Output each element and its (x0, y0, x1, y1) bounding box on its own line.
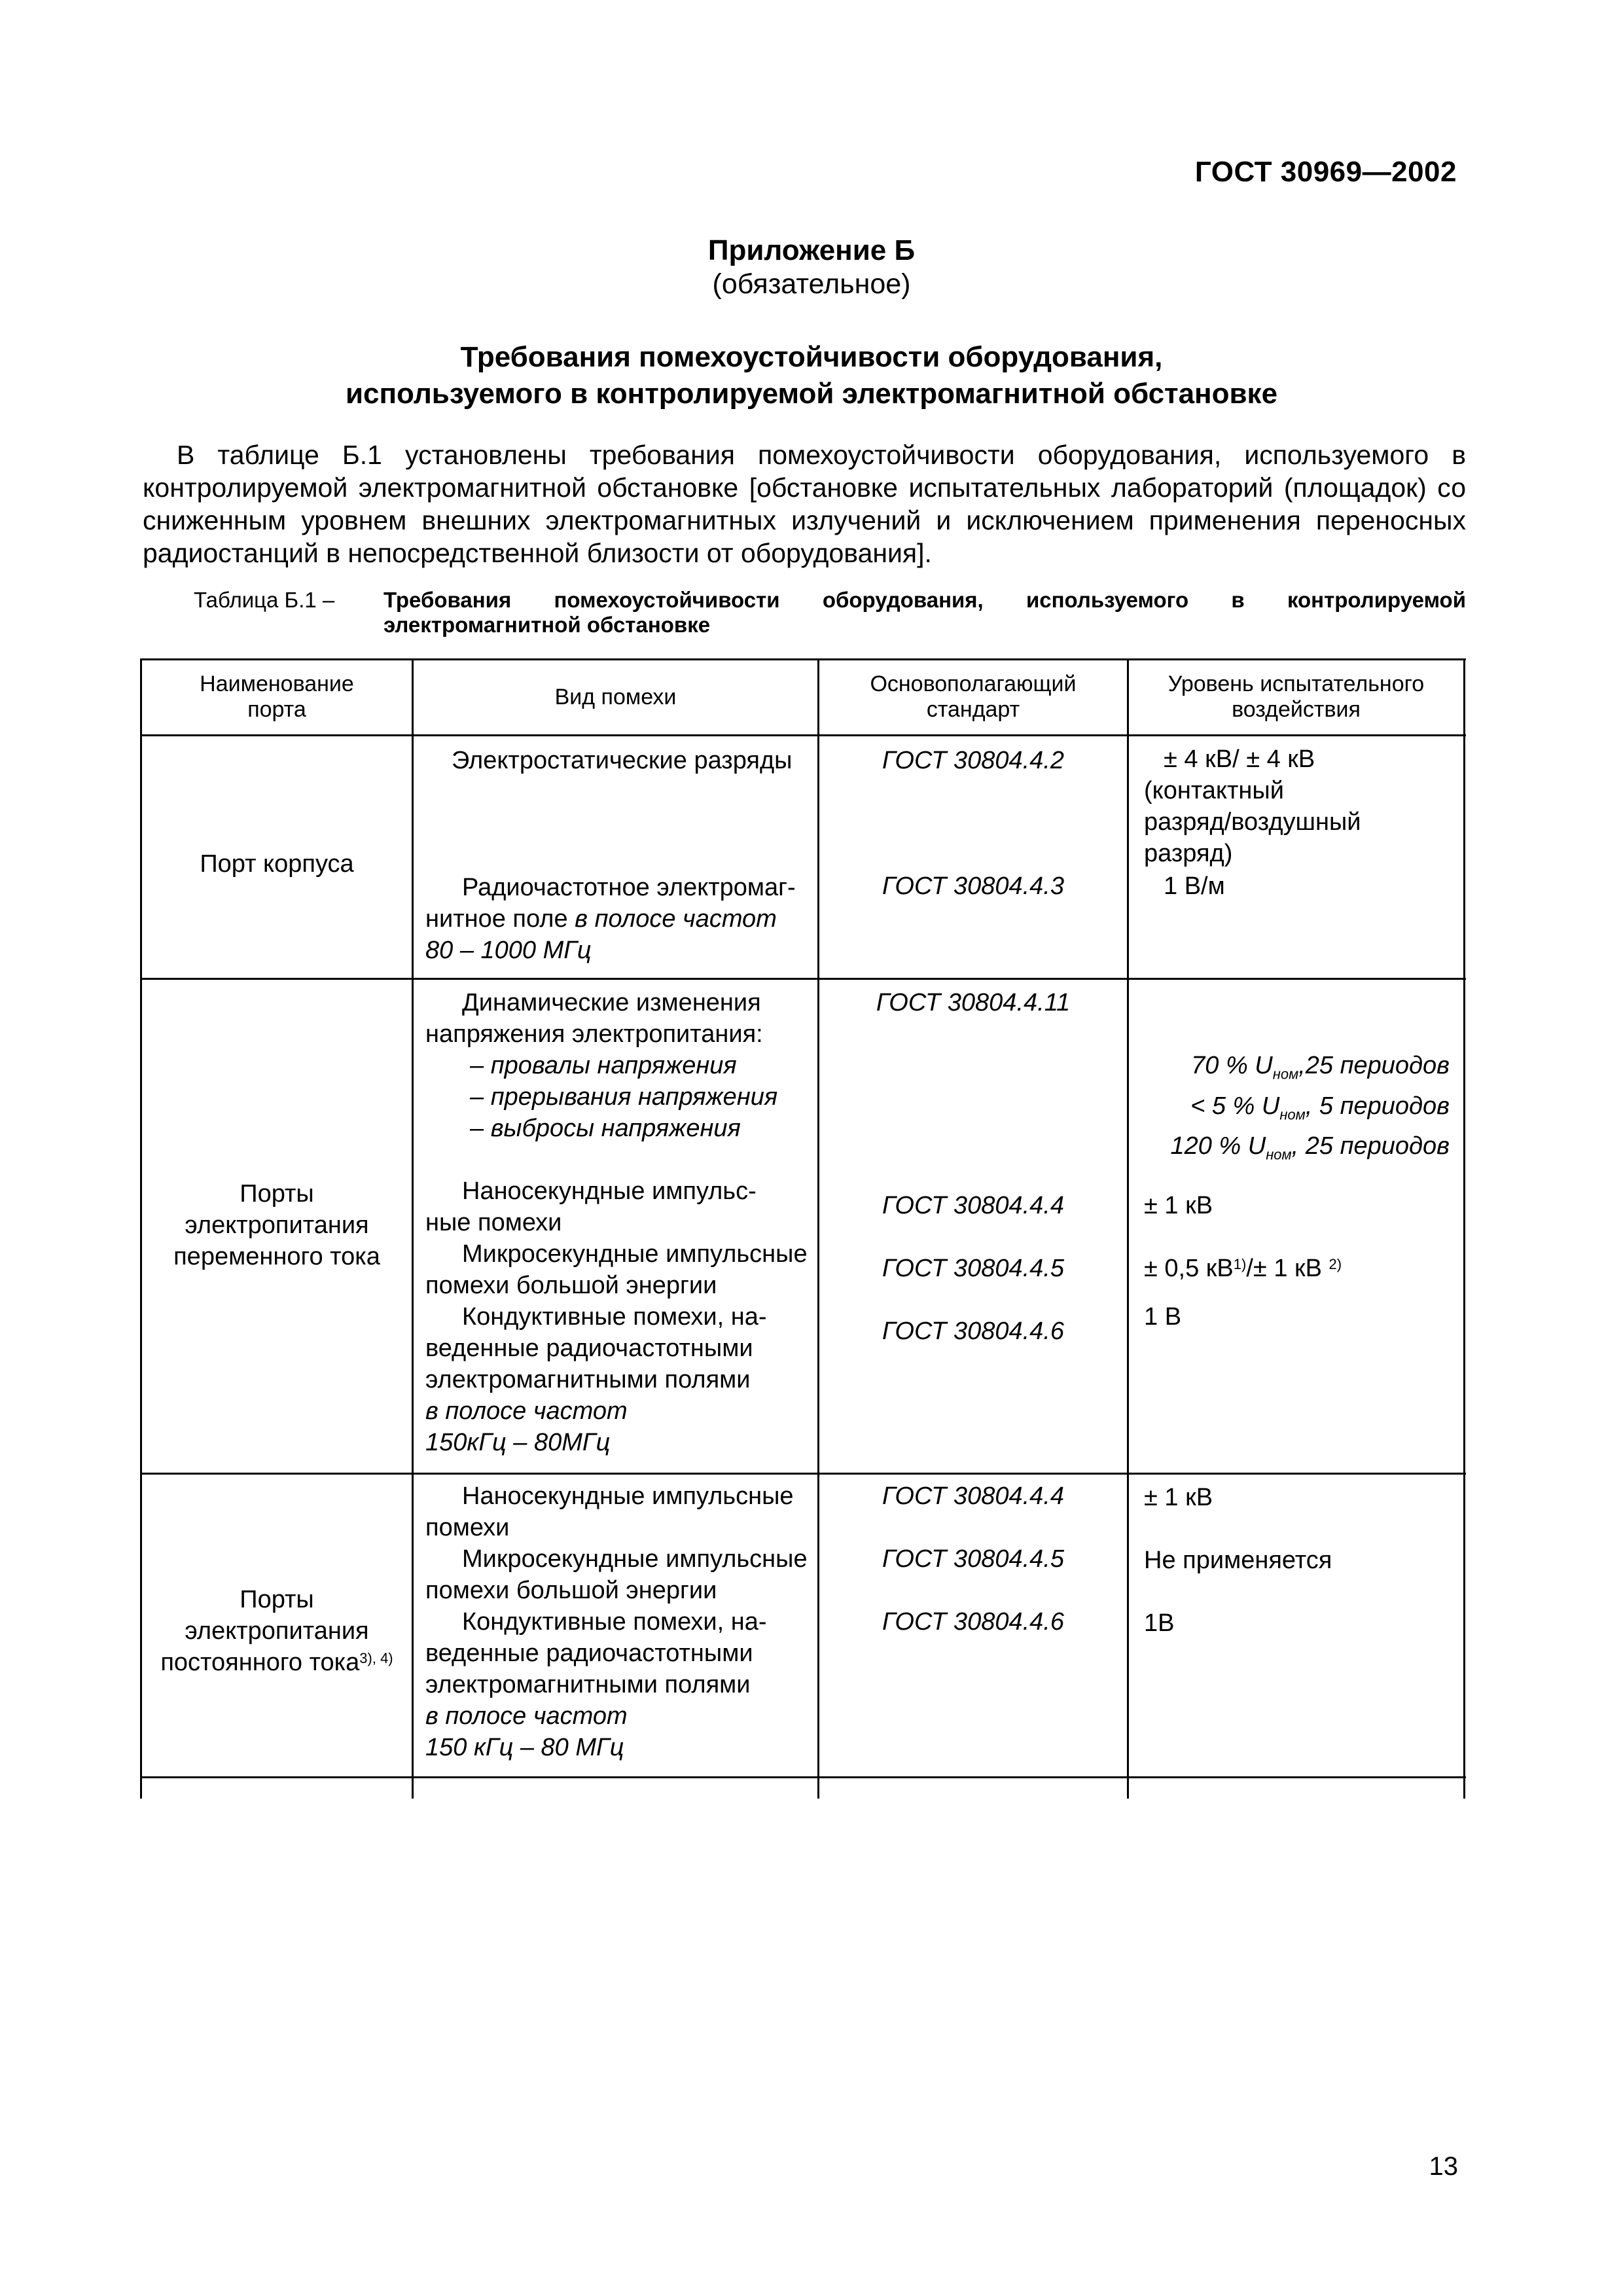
table-column-divider (1127, 658, 1129, 1799)
annex-heading-line2: используемого в контролируемой электромагнитной обстановке (345, 378, 1278, 410)
dips-level: 70 % $U_{ном},25$ периодов (1191, 1052, 1450, 1083)
dc-surge-level: Не применяется (1144, 1547, 1332, 1574)
page-number: 13 (1429, 2152, 1458, 2181)
row-enclosure-port: Порт корпуса (200, 850, 354, 878)
dynamic-voltage-levels (1129, 1050, 1450, 1171)
dc-eft-standard: ГОСТ 30804.4.4 (882, 1482, 1064, 1510)
esd-disturbance: Электростатические разряды (452, 747, 793, 774)
ac-surge-level: ± 0,5 $кВ^{1)}/\pm 1$ кВ $^{2)}$ (1144, 1255, 1342, 1282)
ac-eft-standard: ГОСТ 30804.4.4 (882, 1192, 1064, 1219)
annex-heading (0, 339, 1623, 412)
ac-eft-disturbance: Наносекундные импульс- ные помехи (425, 1177, 757, 1236)
header-port: Наименование порта (200, 672, 354, 722)
interruptions-level: < 5 % $U_{ном}$, 5 периодов (1190, 1092, 1450, 1123)
annex-title: Приложение Б (707, 234, 916, 266)
ac-eft-level: ± 1 кВ (1144, 1192, 1213, 1219)
esd-level: ± 4 кВ/ ± 4 кВ (контактный разряд/воздушный разряд) (1144, 745, 1361, 867)
table-border-top (140, 658, 1466, 660)
annex-heading-line1: Требования помехоустойчивости оборудования, (460, 341, 1163, 373)
dc-conducted-level: 1В (1144, 1609, 1175, 1637)
dynamic-voltage-standard: ГОСТ 30804.4.11 (876, 989, 1071, 1016)
ac-conducted-disturbance: Кондуктивные помехи, на- веденные радиочастотными электромагнитными полями в полосе частот 150кГц – 80МГц (425, 1303, 767, 1456)
esd-standard: ГОСТ 30804.4.2 (882, 747, 1064, 774)
row-ac-port: Порты электропитания переменного тока (173, 1180, 380, 1270)
dc-eft-disturbance: Наносекундные импульсные помехи (425, 1482, 794, 1541)
header-level: Уровень испытательного воздействия (1168, 672, 1425, 722)
rf-field-disturbance: Радиочастотное электромаг- нитное поле в полосе частот 80 – 1000 МГц (425, 874, 796, 964)
dc-surge-standard: ГОСТ 30804.4.5 (882, 1545, 1064, 1573)
ac-conducted-level: 1 В (1144, 1303, 1182, 1331)
ac-conducted-standard: ГОСТ 30804.4.6 (882, 1318, 1064, 1345)
rf-field-level: 1 В/м (1164, 872, 1225, 900)
standard-number: ГОСТ 30969—2002 (1194, 156, 1457, 188)
table-header-divider (140, 734, 1466, 736)
dc-surge-disturbance: Микросекундные импульсные помехи большой энергии (425, 1545, 808, 1604)
table-column-divider (412, 658, 414, 1799)
header-disturbance: Вид помехи (554, 685, 677, 709)
dc-eft-level: ± 1 кВ (1144, 1484, 1213, 1511)
table-row-divider (140, 1776, 1466, 1778)
table-caption (194, 588, 1466, 637)
intro-paragraph: В таблице Б.1 установлены требования помехоустойчивости оборудования, используемого в контролируемой электромагнитной обстановке [обстановке испытательных лабораторий (площадок) со сниженным уровнем внешних электромагнитных излучений и исключением применения переносных радиостанций в непосредственной близости от оборудования]. (143, 440, 1466, 568)
table-border-right (1463, 658, 1465, 1799)
dynamic-voltage-disturbance: Динамические изменения напряжения электропитания: – провалы напряжения – прерывания напряжения – выбросы напряжения (425, 989, 778, 1142)
dc-conducted-disturbance: Кондуктивные помехи, на- веденные радиочастотными электромагнитными полями в полосе частот 150 кГц – 80 МГц (425, 1608, 767, 1761)
annex-status: (обязательное) (712, 268, 911, 300)
swells-level: 120 % $U_{ном}$, 25 периодов (1170, 1132, 1450, 1163)
row-dc-port: Порты электропитания постоянного тока$^{3), 4)}$ (160, 1586, 393, 1676)
table-caption-title: Требования помехоустойчивости оборудования, используемого в контролируемой электромагнитной обстановке (383, 588, 1466, 637)
table-row-divider (140, 1473, 1466, 1475)
header-standard: Основополагающий стандарт (870, 672, 1077, 722)
table-caption-label: Таблица Б.1 – (194, 588, 335, 612)
table-row-divider (140, 978, 1466, 980)
rf-field-standard: ГОСТ 30804.4.3 (882, 872, 1064, 900)
dc-conducted-standard: ГОСТ 30804.4.6 (882, 1608, 1064, 1636)
ac-surge-standard: ГОСТ 30804.4.5 (882, 1255, 1064, 1282)
ac-surge-disturbance: Микросекундные импульсные помехи большой энергии (425, 1240, 808, 1299)
